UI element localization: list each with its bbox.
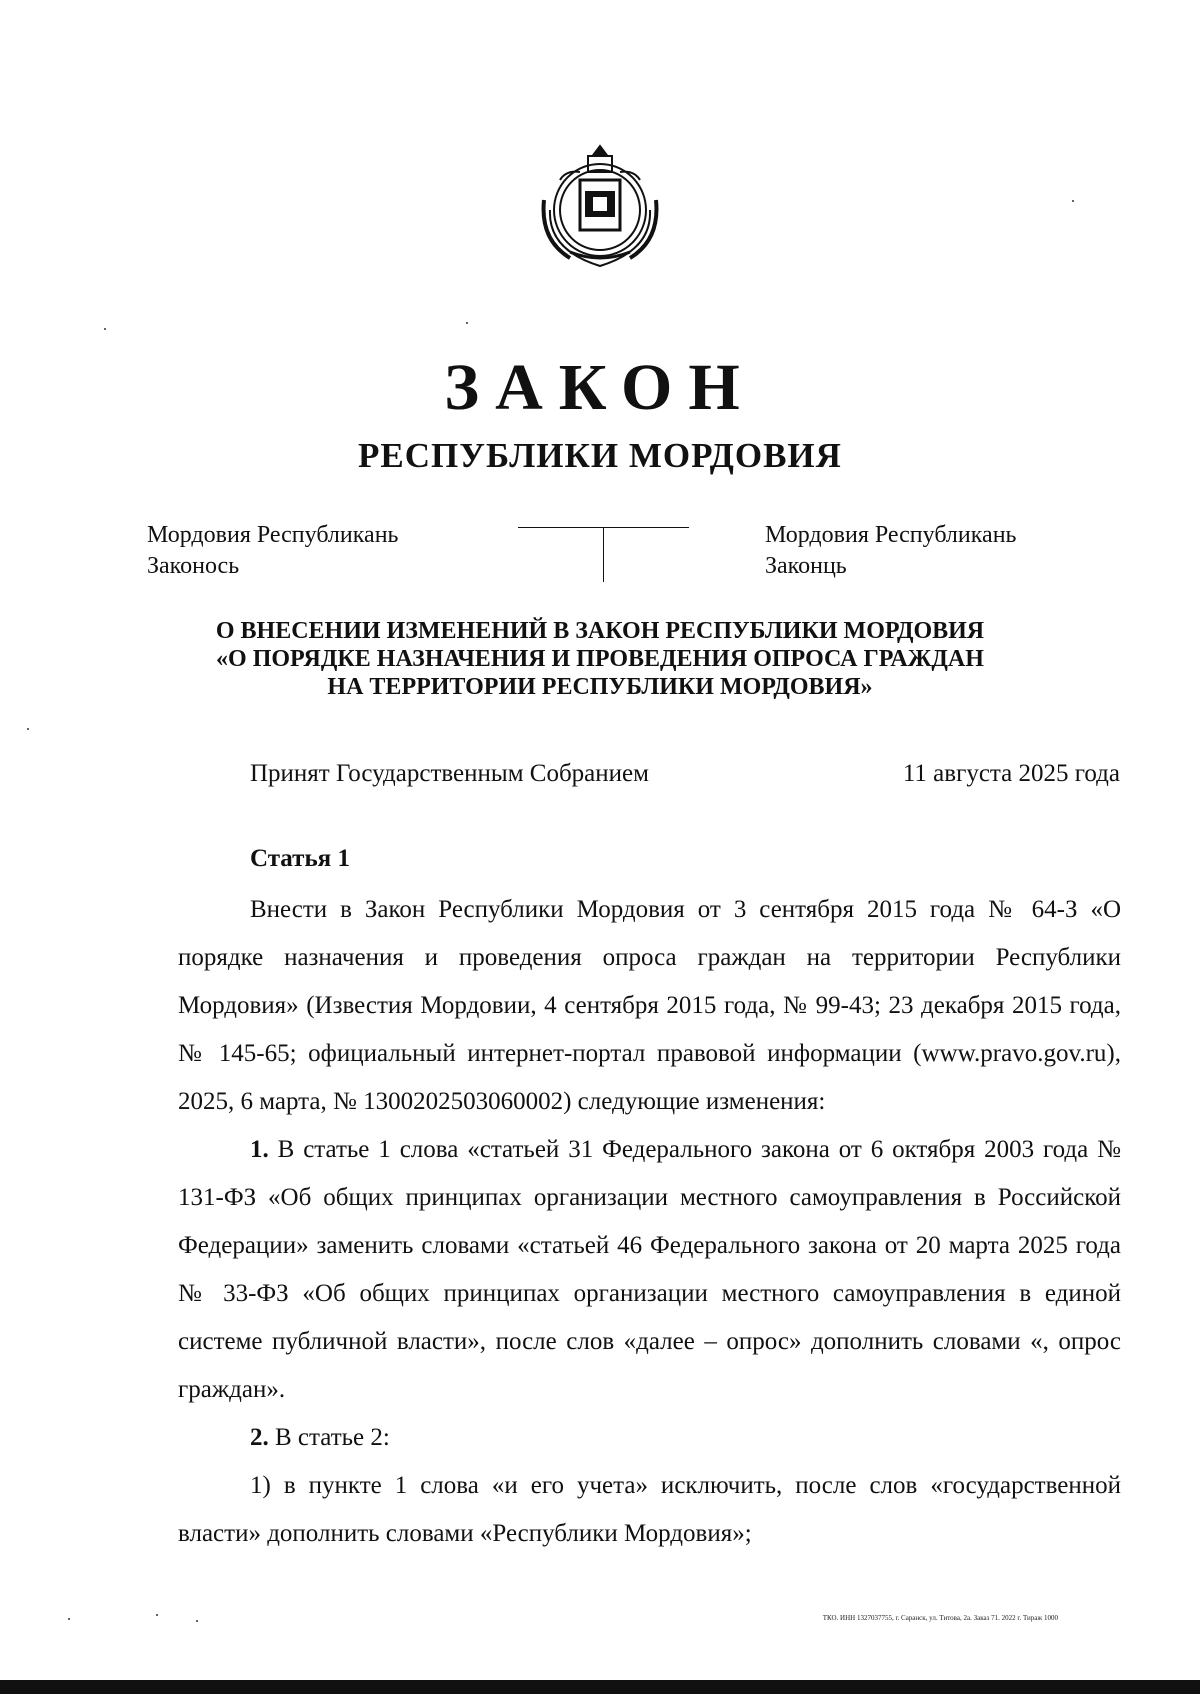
scan-speck [466,322,468,324]
law-title-line-3: НА ТЕРРИТОРИИ РЕСПУБЛИКИ МОРДОВИЯ» [327,674,873,700]
item-1-number: 1. [250,1136,269,1163]
item-2-text: В статье 2: [268,1424,390,1451]
moksha-label-right [765,520,1016,582]
article-intro: Внести в Закон Республики Мордовия от 3 сентября 2015 года № 64-З «О порядке назначения и проведения опроса граждан на территории Республики Мордовия» (Известия Мордовии, 4 сентября 2015 года, № 99-43; 23 декабря 2015 года, № 145-65; официальный интернет-портал правовой информации (www.pravo.gov.ru), 2025, 6 марта, № 1300202503060002) следующие изменения: [178,896,1121,1115]
moksha-label-left [147,520,398,582]
article-heading: Статья 1 [250,845,350,872]
moksha-right-line-2: Законць [765,553,847,579]
scan-speck [156,1614,158,1616]
adoption-date: 11 августа 2025 года [902,760,1120,787]
item-2-number: 2. [250,1424,269,1451]
moksha-right-line-1: Мордовия Республикань [765,522,1017,548]
moksha-left-line-2: Законось [147,553,240,579]
scan-bottom-edge [0,1680,1200,1694]
scan-speck [27,728,29,730]
scan-speck [104,328,106,330]
law-title-line-1: О ВНЕСЕНИИ ИЗМЕНЕНИЙ В ЗАКОН РЕСПУБЛИКИ МОРДОВИЯ [215,618,985,644]
document-subtitle: РЕСПУБЛИКИ МОРДОВИЯ [358,436,842,475]
article-item-1 [178,1126,1121,1414]
scan-speck [196,1620,198,1622]
item-1-text: В статье 1 слова «статьей 31 Федерального закона от 6 октября 2003 года № 131-ФЗ «Об общих принципах организации местного самоуправления в Российской Федерации» заменить словами «статьей 46 Федерального закона от 20 марта 2025 года № 33-ФЗ «Об общих принципах организации местного самоуправления в единой системе публичной власти», после слов «далее – опрос» дополнить словами «, опрос граждан». [178,1136,1121,1403]
article-body [178,886,1121,1558]
article-subitem-1: 1) в пункте 1 слова «и его учета» исключить, после слов «государственной власти» дополнить словами «Республики Мордовия»; [178,1472,1121,1547]
scan-speck [68,1618,70,1620]
article-item-2 [178,1414,1121,1462]
adoption-label: Принят Государственным Собранием [250,760,649,787]
scan-speck [1072,200,1074,202]
number-field-divider [603,527,604,582]
printing-info: ТКО. ИНН 1327037755, г. Саранск, ул. Титова, 2а. Заказ 71. 2022 г. Тираж 1000 [822,1614,1058,1622]
moksha-left-line-1: Мордовия Республикань [147,522,399,548]
law-title-line-2: «О ПОРЯДКЕ НАЗНАЧЕНИЯ И ПРОВЕДЕНИЯ ОПРОСА ГРАЖДАН [216,646,984,672]
law-title [160,617,1040,701]
document-title: ЗАКОН [444,351,756,424]
coat-of-arms-emblem [530,140,670,272]
